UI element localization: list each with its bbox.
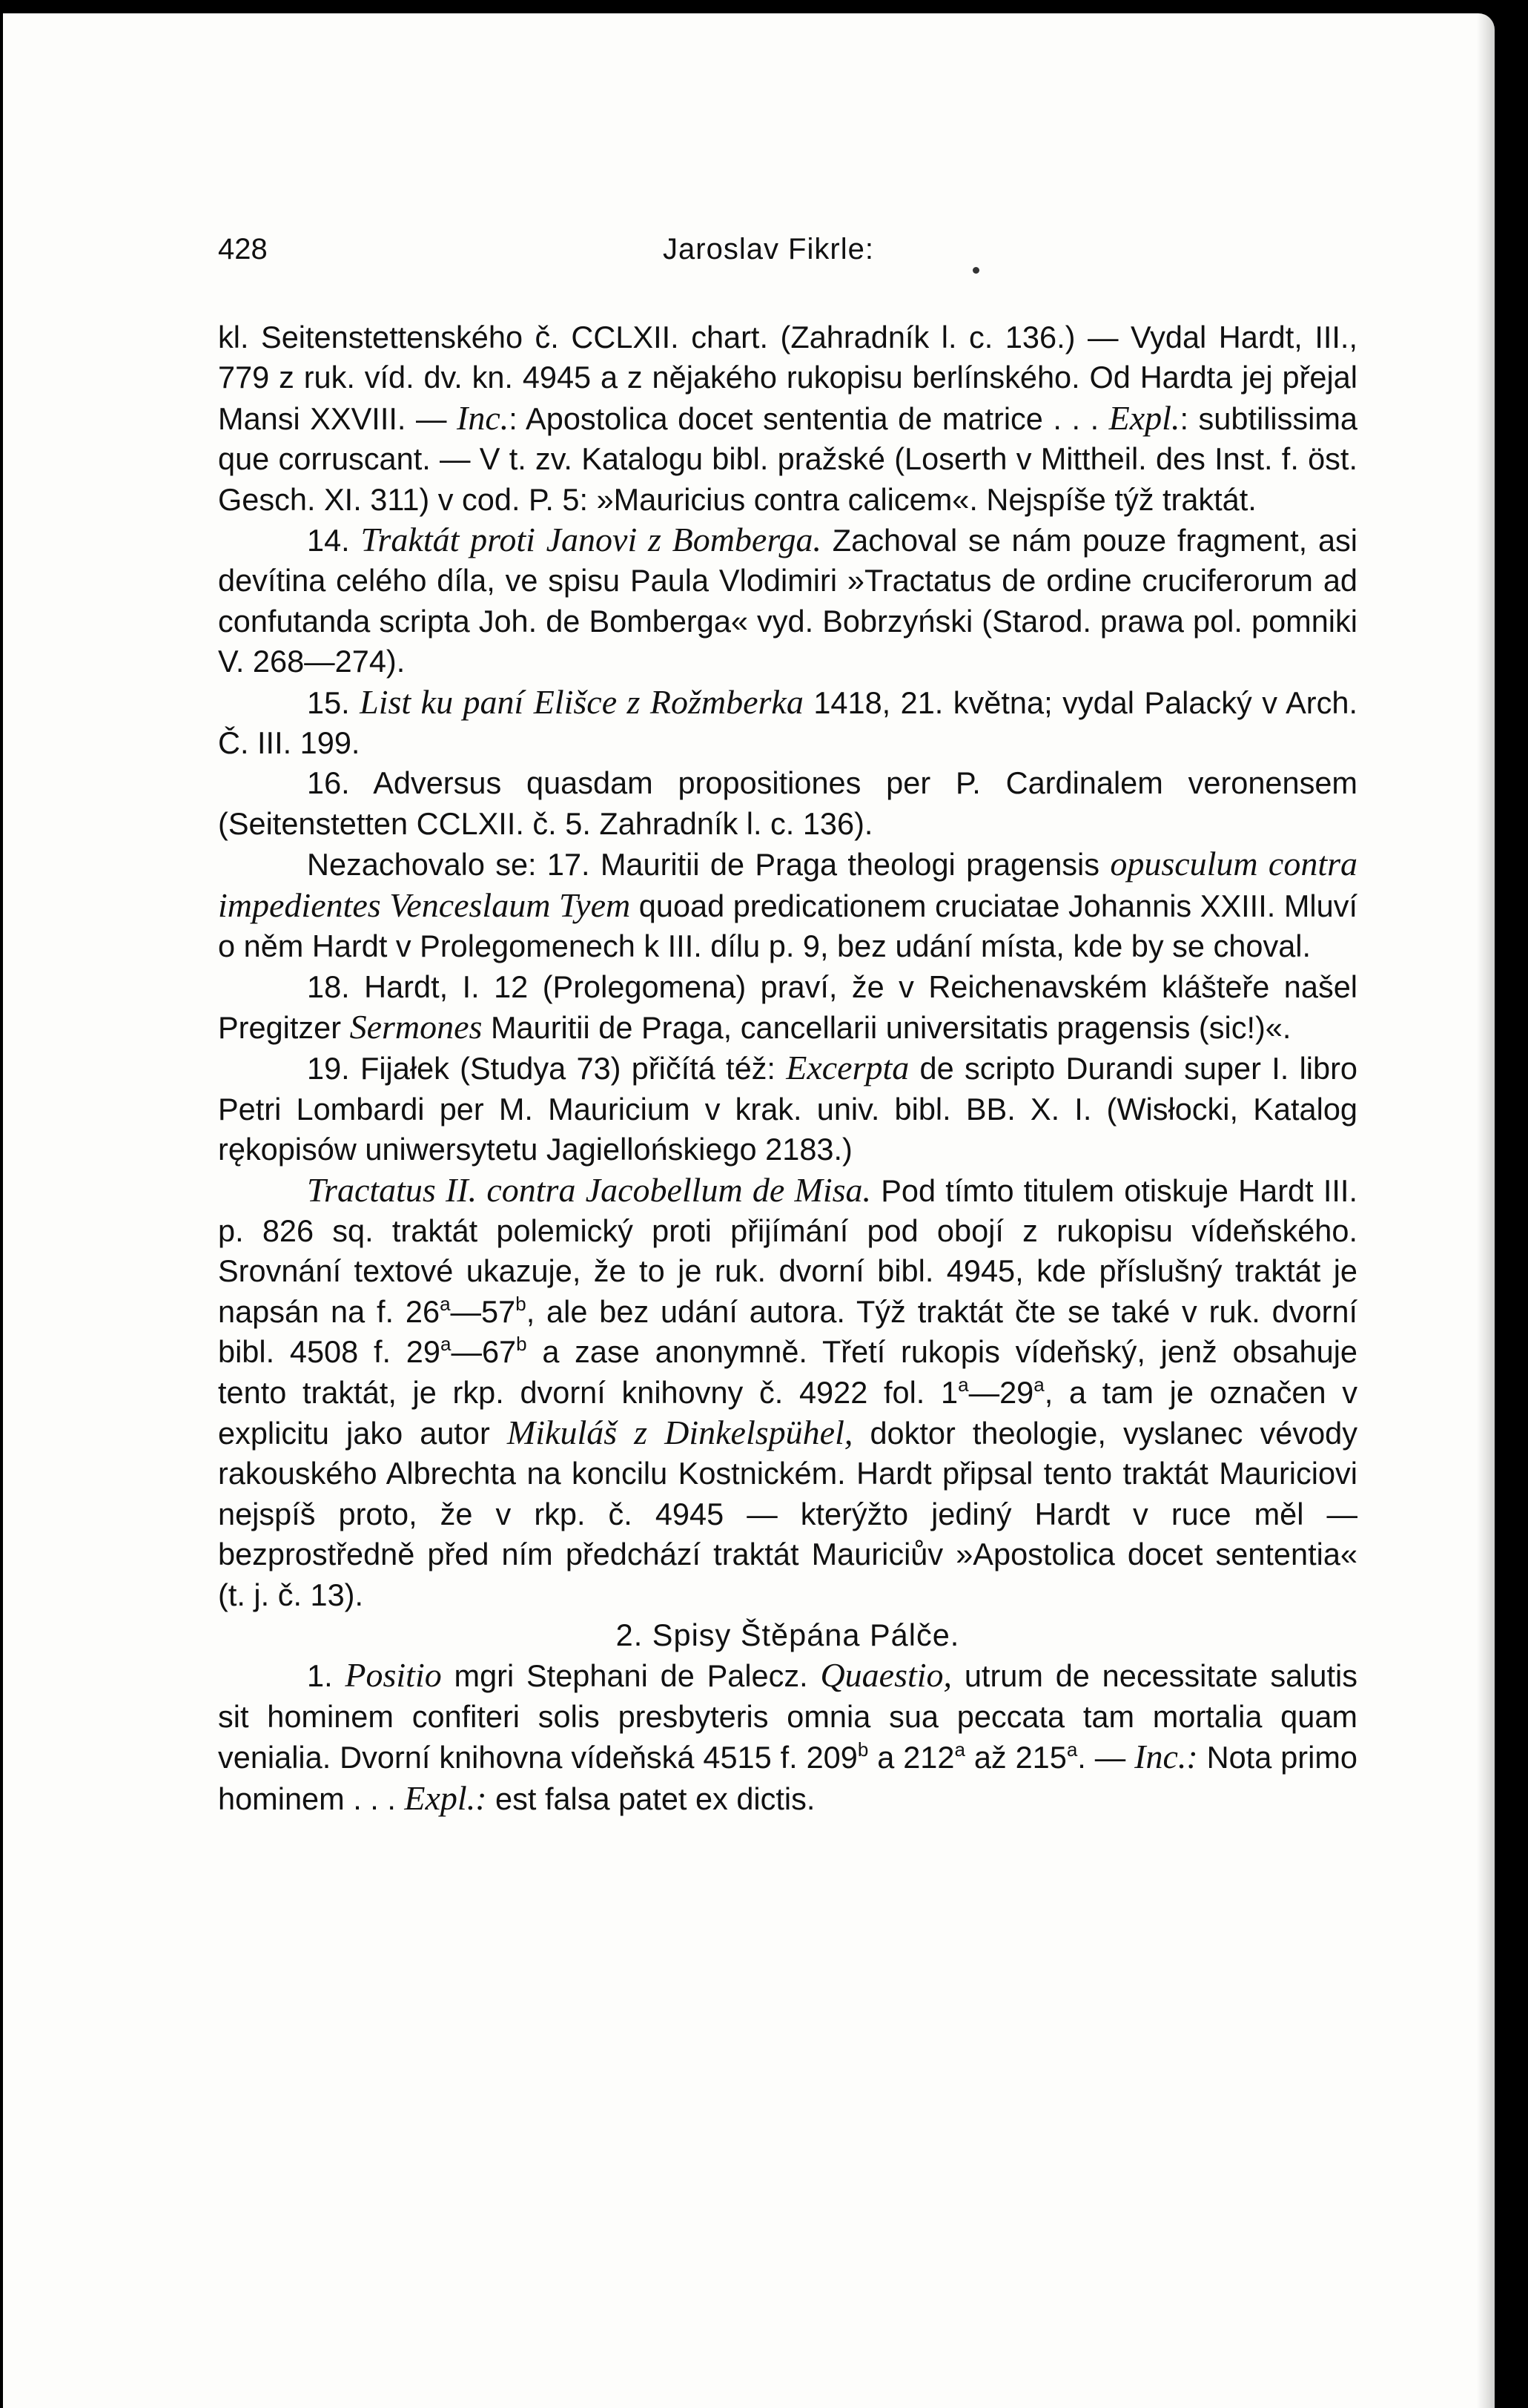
section-heading: 2. Spisy Štěpána Pálče.	[615, 1617, 960, 1652]
item-14: 14. Traktát proti Janovi z Bomberga. Zachoval se nám pouze fragment, asi devítina celého díla, ve spisu Paula Vlodimiri »Tractatus de ordine cruciferorum ad confutanda scripta Joh. de Bomberga« vyd. Bobrzyński (Starod. prawa pol. pomniki V. 268—274).	[218, 521, 1357, 679]
author-mikulas: Mikuláš z Dinkelspühel,	[506, 1413, 853, 1451]
page-edge-shadow	[1477, 13, 1495, 2408]
item-tractatus: Tractatus II. contra Jacobellum de Misa. Pod tímto titulem otiskuje Hardt III. p. 826 sq. traktát polemický proti přijímání pod obojí z rukopisu vídeňského. Srovnání textové ukazuje, že to je ruk. dvorní bibl. 4945, kde příslušný traktát je napsán na f. 26$^a$—57$^b$, ale bez udání autora. Týž traktát čte se také v ruk. dvorní bibl. 4508 f. 29$^a$—67$^b$ a zase anonymně. Třetí rukopis vídeňský, jenž obsahuje tento traktát, je rkp. dvorní knihovny č. 4922 fol. 1$^a$—29$^a$, a tam je označen v explicitu jako autor Mikuláš z Dinkelspühel, doktor theologie, vyslanec vévody rakouského Albrechta na koncilu Kostnickém. Hardt připsal tento traktát Mauriciovi nejspíš proto, že v rkp. č. 4945 — kterýžto jediný Hardt v ruce měl — bezprostředně před ním předchází traktát Mauriciův »Apostolica docet sententia« (t. j. č. 13).	[218, 1170, 1358, 1612]
item-19: 19. Fijałek (Studya 73) přičítá též: Excerpta de scripto Durandi super I. libro Petri Lombardi per M. Mauricium v krak. univ. bibl. BB. X. I. (Wisłocki, Katalog rękopisów uniwersytetu Jagiellońskiego 2183.)	[218, 1049, 1357, 1167]
item-19-title: Excerpta	[786, 1049, 910, 1087]
item-16: 16. Adversus quasdam propositiones per P. Cardinalem veronensem (Seitenstetten CCLXII. č. 5. Zahradník l. c. 136).	[218, 765, 1357, 841]
paragraph-continuation: kl. Seitenstettenského č. CCLXII. chart. (Zahradník l. c. 136.) — Vydal Hardt, III., 779 z ruk. víd. dv. kn. 4945 a z nějakého rukopisu berlínského. Od Hardta jej přejal Mansi XXVIII. — Inc.: Apostolica docet sententia de matrice . . . Expl.: subtilissima que corruscant. — V t. zv. Katalogu bibl. pražské (Loserth v Mittheil. des Inst. f. öst. Gesch. XI. 311) v cod. P. 5: »Mauricius contra calicem«. Nejspíše týž traktát.	[218, 320, 1358, 517]
page-number: 428	[218, 233, 268, 265]
item-17: Nezachovalo se: 17. Mauritii de Praga theologi pragensis opusculum contra impedientes Venceslaum Tyem quoad predicationem cruciatae Johannis XXIII. Mluví o něm Hardt v Prolegomenech k III. dílu p. 9, bez udání místa, kde by se choval.	[218, 845, 1357, 964]
running-head-author: Jaroslav Fikrle:	[663, 233, 874, 265]
book-page	[3, 13, 1495, 2408]
item-14-title: Traktát proti Janovi z Bomberga.	[360, 521, 822, 559]
tractatus-title: Tractatus II. contra Jacobellum de Misa.	[307, 1170, 871, 1209]
item-17-title: opusculum contra impedientes Venceslaum Tyem	[218, 845, 1357, 924]
item-18: 18. Hardt, I. 12 (Prolegomena) praví, že v Reichenavském klášteře našel Pregitzer Sermones Mauritii de Praga, cancellarii universitatis pragensis (sic!)«.	[218, 969, 1357, 1046]
page-body	[218, 317, 1357, 1819]
item-18-title: Sermones	[349, 1007, 483, 1046]
running-header	[218, 233, 1332, 285]
print-speck	[973, 267, 979, 274]
inc-label: Inc.	[457, 398, 509, 437]
item-15-title: List ku paní Elišce z Rožmberka	[360, 682, 804, 721]
item-15: 15. List ku paní Elišce z Rožmberka 1418, 21. května; vydal Palacký v Arch. Č. III. 199.	[218, 682, 1357, 761]
section-2-item-1: 1. Positio mgri Stephani de Palecz. Quaestio, utrum de necessitate salutis sit hominem confiteri solis presbyteris omnia sua peccata tam mortalia quam venialia. Dvorní knihovna vídeňská 4515 f. 209$^b$ a 212$^a$ až 215$^a$. — Inc.: Nota primo hominem . . . Expl.: est falsa patet ex dictis.	[218, 1656, 1357, 1817]
expl-label: Expl.	[1108, 398, 1180, 437]
